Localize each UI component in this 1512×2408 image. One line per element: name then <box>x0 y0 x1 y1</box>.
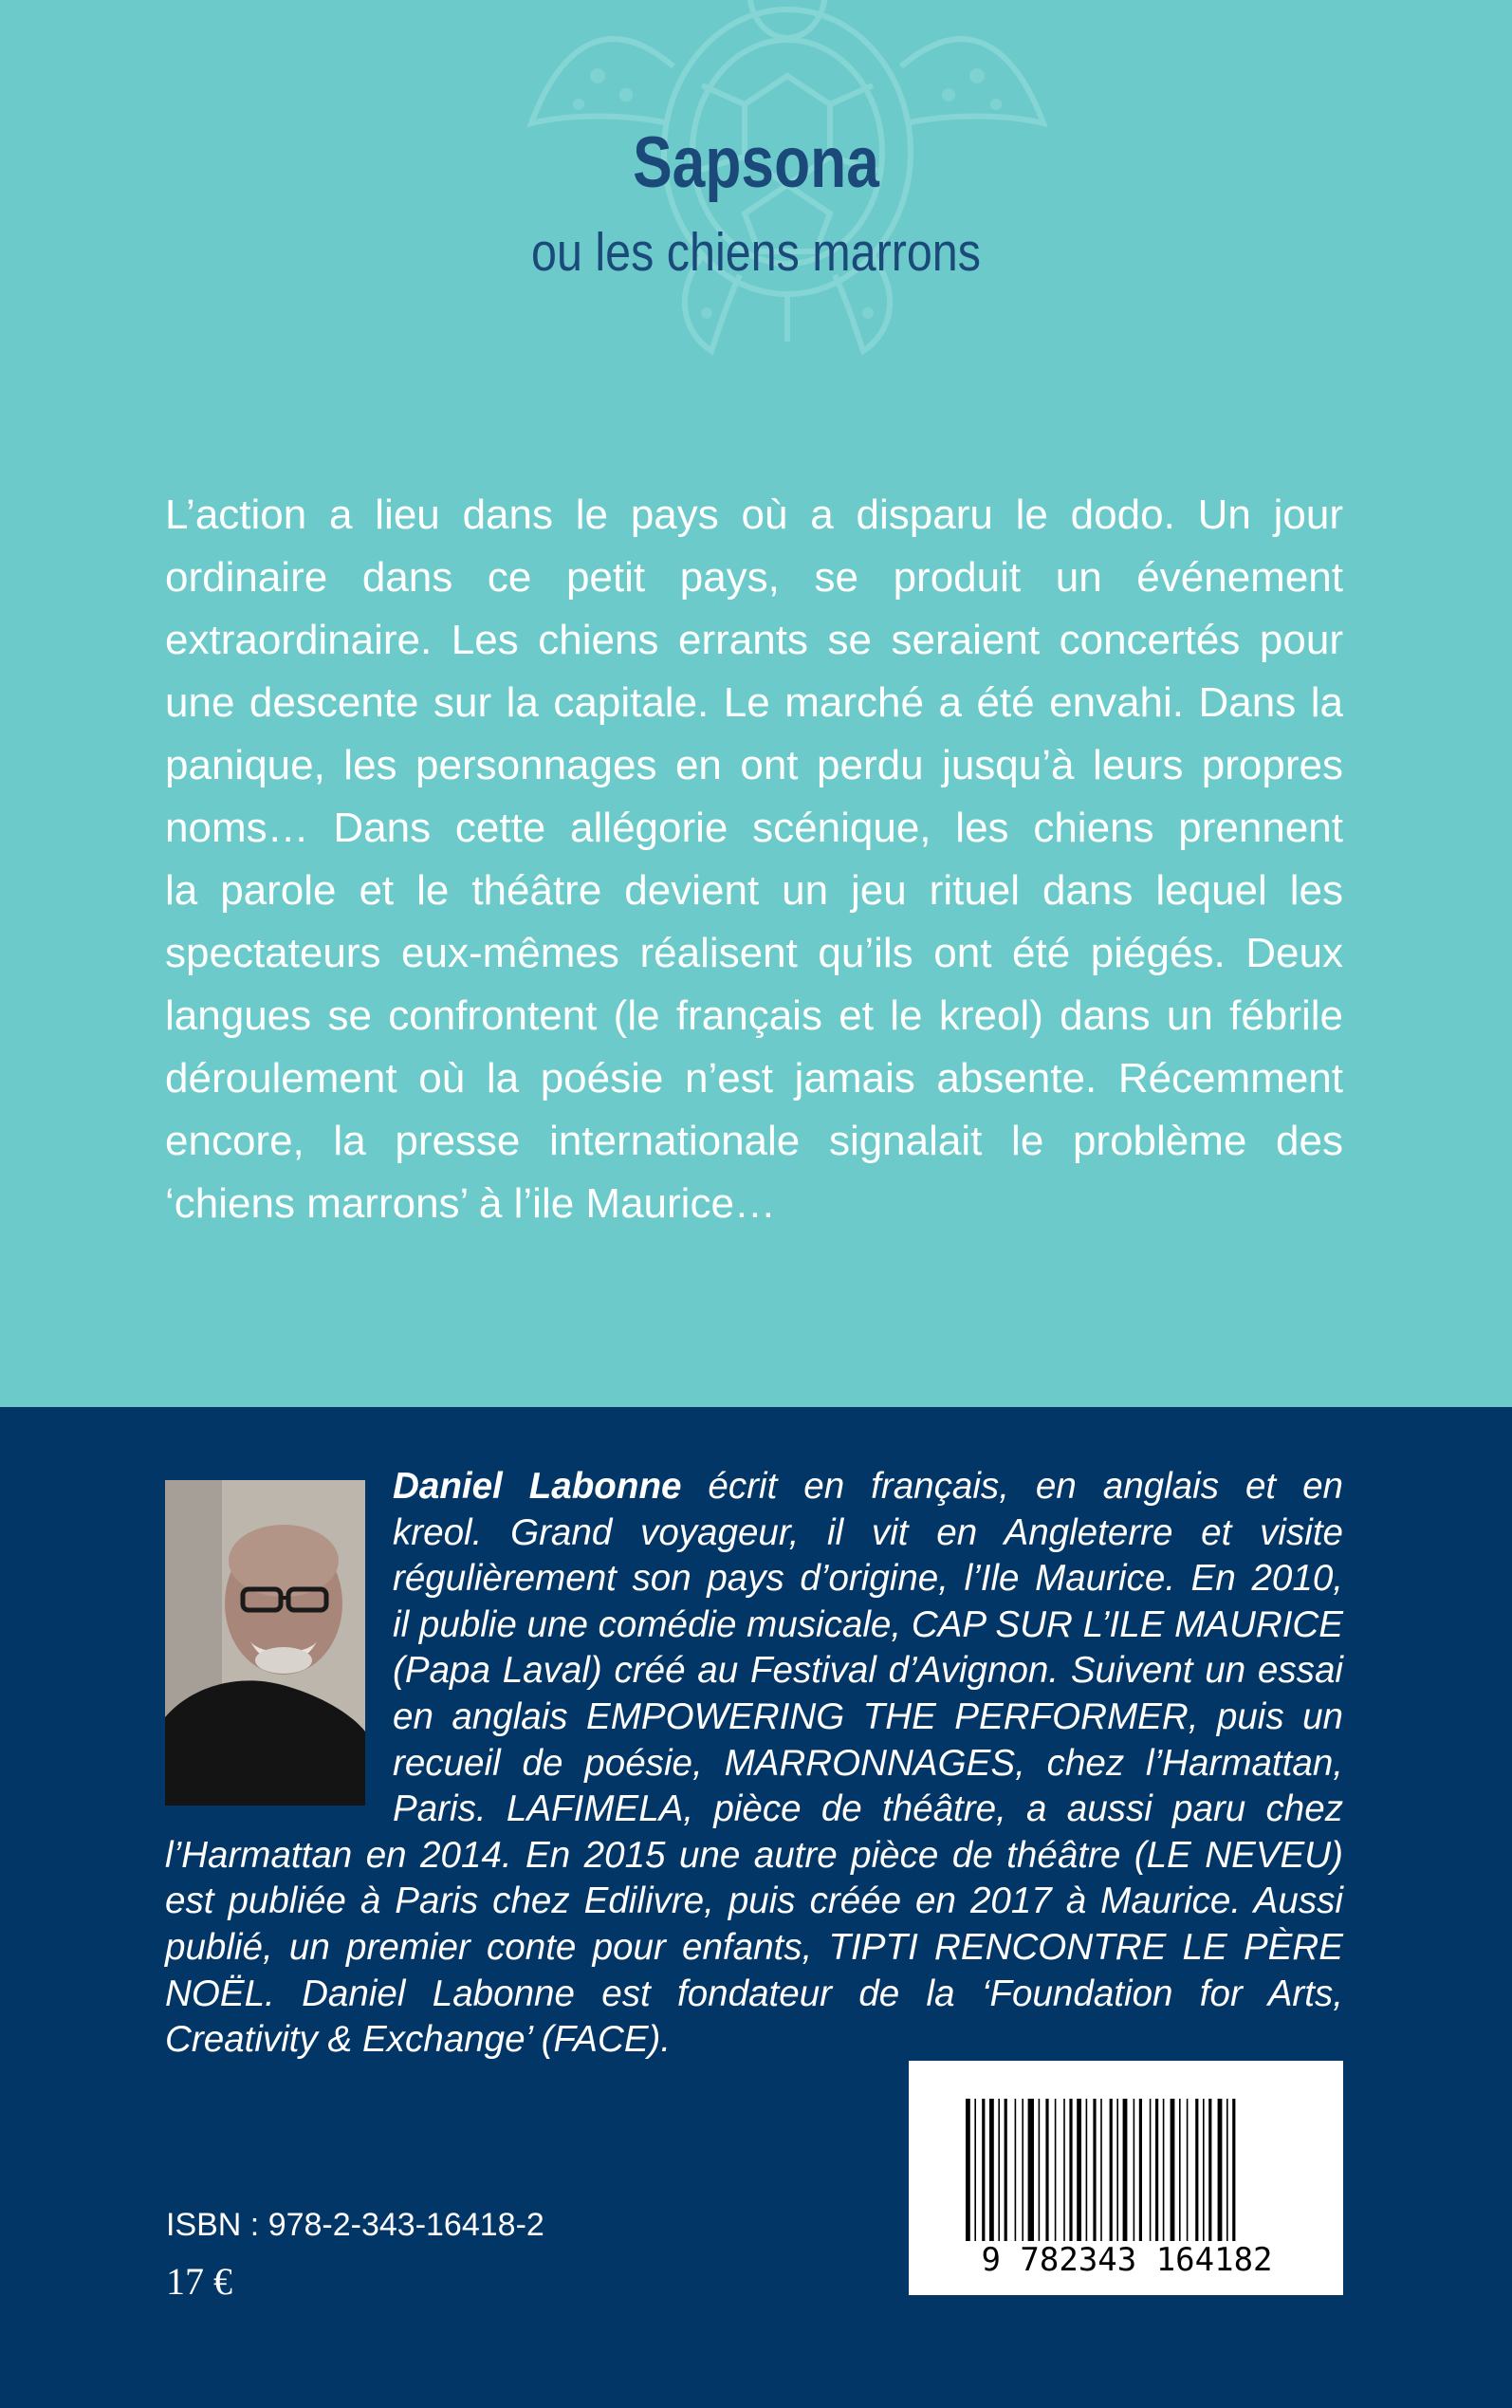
isbn-label: ISBN : 978-2-343-16418-2 <box>166 2207 544 2243</box>
barcode-bar <box>1139 2099 1142 2241</box>
blurb-line: extraordinaire. Les chiens errants se seraient concertés pour <box>165 617 1343 663</box>
blurb-line: langues se confrontent (le français et le kreol) dans un fébrile <box>165 992 1343 1039</box>
barcode-bar <box>1203 2099 1205 2241</box>
blurb-line: L’action a lieu dans le pays où a disparu le dodo. Un jour <box>165 491 1343 538</box>
blurb-line: ‘chiens marrons’ à l’ile Maurice… <box>165 1180 776 1227</box>
author-bio <box>165 1464 1343 2064</box>
bio-line: (Papa Laval) créé au Festival d’Avignon. Suivent un essai <box>393 1650 1343 1692</box>
price-label: 17 € <box>166 2260 232 2303</box>
blurb-line: une descente sur la capitale. Le marché a été envahi. Dans la <box>165 679 1343 726</box>
barcode-bar <box>1123 2099 1128 2241</box>
bio-line: en anglais EMPOWERING THE PERFORMER, puis un <box>393 1695 1343 1737</box>
bio-line: publié, un premier conte pour enfants, TIPTI RENCONTRE LE PÈRE <box>165 1926 1343 1968</box>
blurb-line: noms… Dans cette allégorie scénique, les chiens prennent <box>165 805 1343 851</box>
barcode-bar <box>966 2099 970 2241</box>
barcode-bar <box>1163 2099 1165 2241</box>
bio-line: Paris. LAFIMELA, pièce de théâtre, a aussi paru chez <box>393 1788 1343 1830</box>
barcode-bar <box>1039 2099 1041 2241</box>
blurb-line: la parole et le théâtre devient un jeu rituel dans lequel les <box>165 867 1343 914</box>
barcode-bar <box>1208 2099 1211 2241</box>
barcode-bar <box>989 2099 994 2241</box>
barcode-bar <box>1086 2099 1088 2241</box>
author-name: Daniel Labonne <box>393 1466 682 1507</box>
bio-line: Creativity & Exchange’ (FACE). <box>165 2019 672 2061</box>
barcode-bar <box>1022 2099 1023 2241</box>
barcode-bar <box>1028 2099 1034 2241</box>
barcode-bar <box>1015 2099 1017 2241</box>
barcode-bar <box>1110 2099 1113 2241</box>
barcode-bar <box>1100 2099 1102 2241</box>
bio-line-text: écrit en français, en anglais et en <box>681 1466 1343 1507</box>
barcode-bar <box>1045 2099 1048 2241</box>
book-title: Sapsona <box>633 122 879 203</box>
barcode-bar <box>1179 2099 1181 2241</box>
blurb-text <box>165 484 1343 1235</box>
bio-line: NOËL. Daniel Labonne est fondateur de la ‘Foundation for Arts, <box>165 1973 1343 2014</box>
barcode-bar <box>1116 2099 1118 2241</box>
barcode-bar <box>1069 2099 1072 2241</box>
barcode-bar <box>1155 2099 1158 2241</box>
barcode-bar <box>998 2099 1000 2241</box>
barcode-number: 9 782343 164182 <box>981 2241 1273 2279</box>
blurb-line: déroulement où la poésie n’est jamais absente. Récemment <box>165 1055 1343 1102</box>
blurb-line: spectateurs eux-mêmes réalisent qu’ils ont été piégés. Deux <box>165 930 1343 976</box>
barcode-bar <box>1226 2099 1228 2241</box>
bio-line: kreol. Grand voyageur, il vit en Angleterre et visite <box>393 1511 1343 1553</box>
blurb-line: panique, les personnages en ont perdu jusqu’à leurs propres <box>165 742 1343 788</box>
barcode-bars <box>966 2099 1288 2241</box>
bio-line: recueil de poésie, MARRONNAGES, chez l’Harmattan, <box>393 1742 1343 1784</box>
barcode-bar <box>1055 2099 1057 2241</box>
barcode-bar <box>1232 2099 1235 2241</box>
barcode-bar <box>1195 2099 1198 2241</box>
barcode-bar <box>1218 2099 1223 2241</box>
book-subtitle: ou les chiens marrons <box>531 222 981 283</box>
barcode-bar <box>1063 2099 1065 2241</box>
bio-line: régulièrement son pays d’origine, l’Ile Maurice. En 2010, <box>393 1558 1343 1600</box>
barcode-bar <box>1005 2099 1007 2241</box>
barcode-bar <box>1187 2099 1189 2241</box>
bio-line: l’Harmattan en 2014. En 2015 une autre pièce de théâtre (LE NEVEU) <box>165 1834 1343 1876</box>
barcode-bar <box>1171 2099 1175 2241</box>
barcode-bar <box>974 2099 976 2241</box>
bio-line: est publiée à Paris chez Edilivre, puis créée en 2017 à Maurice. Aussi <box>165 1880 1343 1922</box>
blurb-line: ordinaire dans ce petit pays, se produit un événement <box>165 554 1343 601</box>
barcode-bar <box>1150 2099 1152 2241</box>
barcode-bar <box>1077 2099 1081 2241</box>
bio-line: il publie une comédie musicale, CAP SUR L’ILE MAURICE <box>393 1603 1344 1645</box>
barcode-bar <box>1093 2099 1096 2241</box>
barcode <box>909 2061 1343 2295</box>
barcode-bar <box>982 2099 985 2241</box>
barcode-bar <box>1134 2099 1135 2241</box>
blurb-line: encore, la presse internationale signalait le problème des <box>165 1118 1343 1164</box>
bio-line <box>393 1464 1343 1510</box>
